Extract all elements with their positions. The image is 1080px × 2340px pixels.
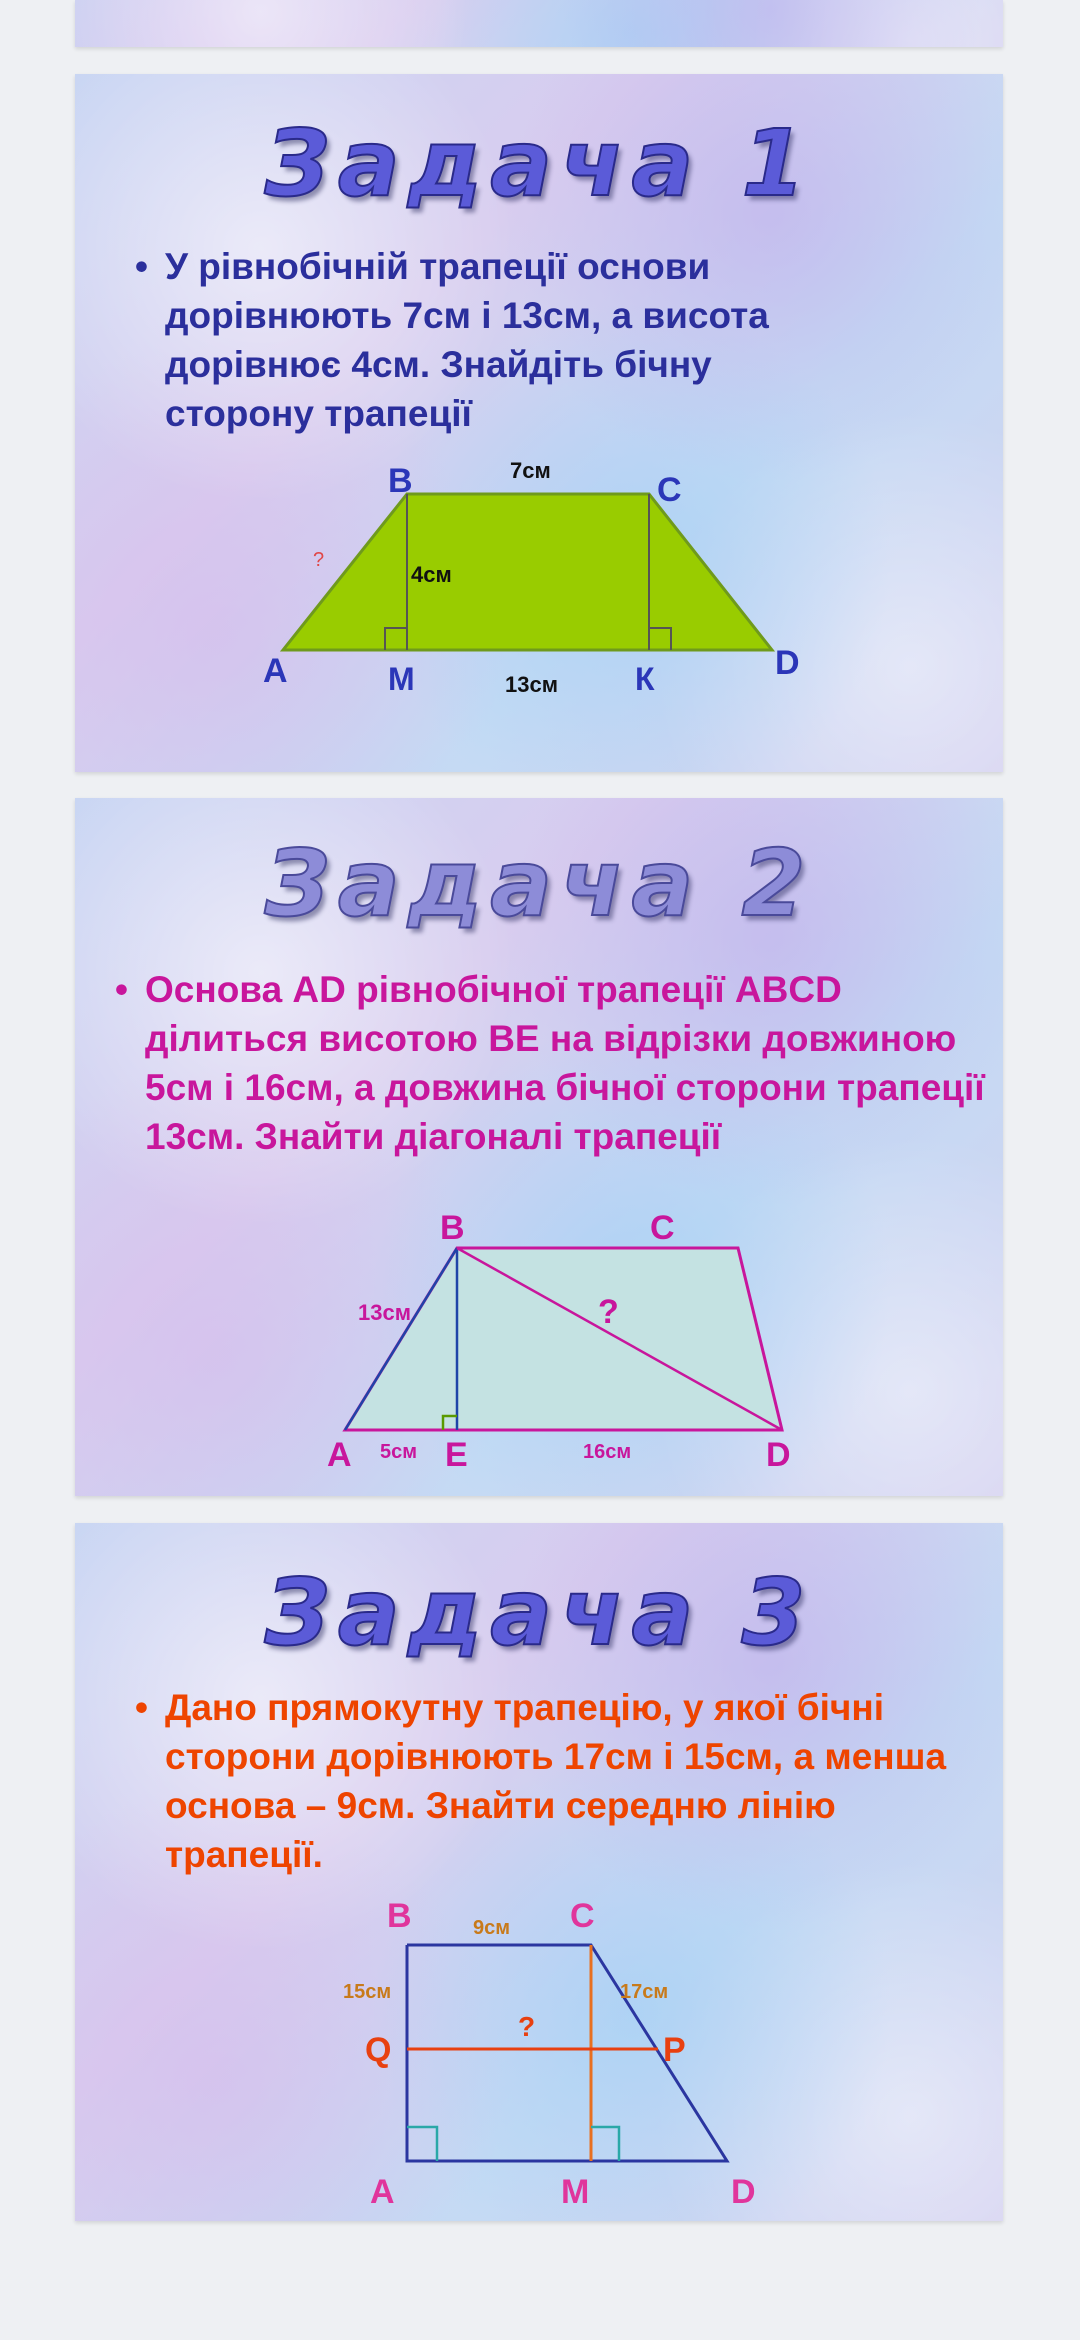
segment-ed-label: 16см [583,1441,632,1463]
bullet-icon: • [135,1687,148,1728]
left-side-label: 15см [343,1981,392,2003]
trapezoid-figure-2 [75,798,1003,1496]
slide-task-2 [75,798,1003,1496]
height-label: 4см [411,562,452,587]
vertex-m: M [561,2173,590,2211]
vertex-a: A [263,652,288,690]
bullet-icon: • [115,969,128,1010]
segment-ae-label: 5см [380,1441,418,1463]
unknown-side-label: ? [313,549,325,571]
midpoint-q: Q [365,2031,392,2069]
trapezoid-figure-3 [75,1523,1003,2221]
top-base-label: 7см [510,458,551,483]
problem-statement: У рівнобічній трапеції основи дорівнюють 7см і 13см, а висота дорівнює 4см. Знайдіть бічну сторону трапеції [165,246,769,434]
slide-title: Задача 1 [264,110,814,217]
side-length-label: 13см [358,1300,411,1325]
slide-title: Задача 3 [264,1559,814,1666]
midpoint-p: P [663,2031,686,2069]
vertex-d: D [731,2173,756,2211]
trapezoid-shape [345,1248,782,1430]
trapezoid-figure-1 [75,74,1003,772]
vertex-e: E [445,1436,468,1474]
vertex-k: К [635,661,655,697]
problem-statement: Дано прямокутну трапецію, у якої бічні сторони дорівнюють 17см і 15см, а менша основа – 9см. Знайти середню лінію трапеції. [165,1687,947,1875]
vertex-m: M [388,661,415,697]
vertex-a: A [327,1436,352,1474]
unknown-diagonal-label: ? [598,1293,619,1331]
right-angle-mark-a [407,2127,437,2161]
vertex-d: D [775,644,800,682]
vertex-d: D [766,1436,791,1474]
vertex-b: B [387,1897,412,1935]
problem-statement: Основа AD рівнобічної трапеції ABCD ділиться висотою BE на відрізки довжиною 5см і 16см, а довжина бічної сторони трапеції 13см. Знайти діагоналі трапеції [145,969,985,1157]
right-angle-mark-m [591,2127,619,2161]
vertex-c: C [657,471,682,509]
trapezoid-shape [283,494,772,650]
slide-title: Задача 2 [264,830,814,937]
vertex-a: A [370,2173,395,2211]
slide-task-3 [75,1523,1003,2221]
top-base-label: 9см [473,1917,511,1939]
unknown-midline-label: ? [518,2011,536,2042]
bottom-base-label: 13см [505,672,558,697]
vertex-b: B [440,1209,465,1247]
previous-slide-edge [75,0,1003,47]
vertex-c: C [650,1209,675,1247]
bullet-icon: • [135,246,148,287]
slide-task-1 [75,74,1003,772]
vertex-c: C [570,1897,595,1935]
right-side-label: 17см [620,1981,669,2003]
vertex-b: B [388,462,413,500]
